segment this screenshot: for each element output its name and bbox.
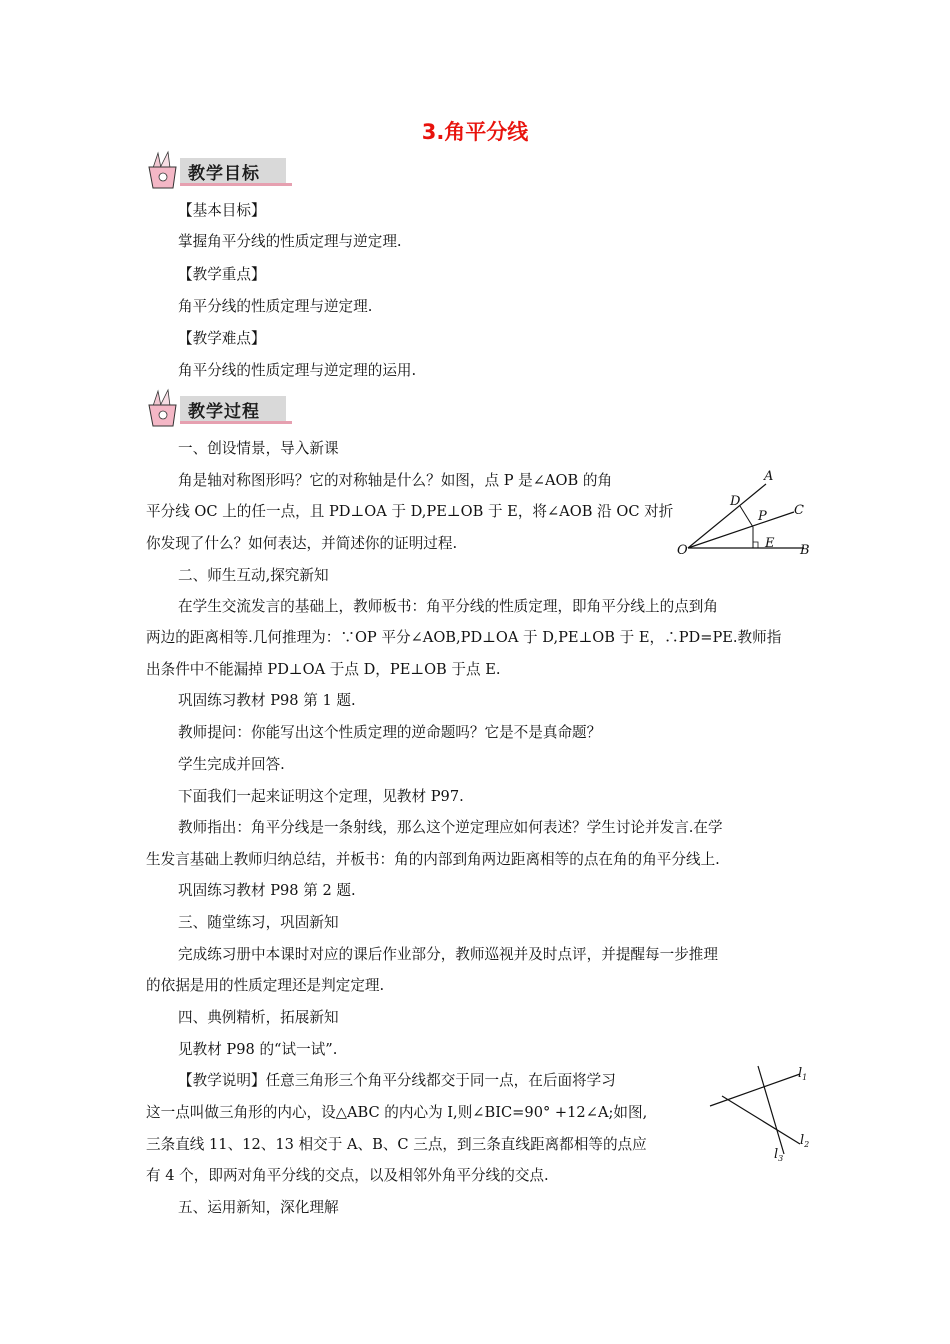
angle-bisector-figure <box>676 460 816 562</box>
paragraph: 的依据是用的性质定理还是判定定理. <box>146 977 385 994</box>
paragraph: 【教学重点】 <box>178 266 266 283</box>
paragraph: 【教学难点】 <box>178 330 266 347</box>
three-lines-figure <box>700 1062 820 1166</box>
paragraph: 有 4 个，即两对角平分线的交点，以及相邻外角平分线的交点. <box>146 1167 549 1184</box>
section-header-label: 教学目标 <box>188 164 260 184</box>
label-a: A <box>764 469 774 484</box>
paragraph: 角是轴对称图形吗？它的对称轴是什么？如图，点 P 是∠AOB 的角 <box>178 472 613 489</box>
paragraph: 学生完成并回答. <box>178 756 285 773</box>
line-l1 <box>710 1074 800 1106</box>
paragraph: 角平分线的性质定理与逆定理的运用. <box>178 362 417 379</box>
paragraph: 【基本目标】 <box>178 202 266 219</box>
label-e: E <box>765 536 775 551</box>
label-c: C <box>794 503 804 518</box>
paragraph: 生发言基础上教师归纳总结，并板书：角的内部到角两边距离相等的点在角的角平分线上. <box>146 851 720 868</box>
paragraph: 两边的距离相等.几何推理为：∵OP 平分∠AOB,PD⊥OA 于 D,PE⊥OB 于 E，∴PD=PE.教师指 <box>146 629 782 646</box>
section-header-goals <box>144 150 292 192</box>
paragraph: 【教学说明】任意三角形三个角平分线都交于同一点，在后面将学习 <box>178 1072 616 1089</box>
line-l2 <box>722 1096 800 1144</box>
paragraph: 四、典例精析，拓展新知 <box>178 1009 339 1026</box>
paragraph: 三条直线 11、12、13 相交于 A、B、C 三点，到三条直线距离都相等的点应 <box>146 1136 647 1153</box>
paragraph: 出条件中不能漏掉 PD⊥OA 于点 D，PE⊥OB 于点 E. <box>146 661 501 678</box>
paragraph: 巩固练习教材 P98 第 1 题. <box>178 692 356 709</box>
paragraph: 完成练习册中本课时对应的课后作业部分，教师巡视并及时点评，并提醒每一步推理 <box>178 946 718 963</box>
pencil-cup-icon <box>144 388 184 430</box>
segment-pd <box>740 506 753 527</box>
right-angle-mark <box>753 542 758 548</box>
paragraph: 见教材 P98 的“试一试”. <box>178 1041 338 1058</box>
page-title: 3.角平分线 <box>421 120 529 144</box>
paragraph: 五、运用新知，深化理解 <box>178 1199 339 1216</box>
paragraph: 这一点叫做三角形的内心，设△ABC 的内心为 I,则∠BIC=90° +12∠A;如图, <box>146 1104 648 1121</box>
paragraph: 掌握角平分线的性质定理与逆定理. <box>178 233 402 250</box>
paragraph: 巩固练习教材 P98 第 2 题. <box>178 882 356 899</box>
pencil-cup-icon <box>144 150 184 192</box>
paragraph: 角平分线的性质定理与逆定理. <box>178 298 373 315</box>
label-b: B <box>800 543 810 558</box>
label-l2: $l_2$ <box>800 1133 810 1149</box>
line-l3 <box>758 1066 784 1154</box>
paragraph: 三、随堂练习，巩固新知 <box>178 914 339 931</box>
label-o: O <box>677 543 688 558</box>
paragraph: 在学生交流发言的基础上，教师板书：角平分线的性质定理，即角平分线上的点到角 <box>178 598 718 615</box>
paragraph: 教师提问：你能写出这个性质定理的逆命题吗？它是不是真命题？ <box>178 724 602 741</box>
paragraph: 教师指出：角平分线是一条射线，那么这个逆定理应如何表述？学生讨论并发言.在学 <box>178 819 723 836</box>
paragraph: 二、师生互动,探究新知 <box>178 567 329 584</box>
paragraph: 你发现了什么？如何表达，并简述你的证明过程. <box>146 535 458 552</box>
section-header-label: 教学过程 <box>188 402 260 422</box>
label-d: D <box>730 494 741 509</box>
section-header-process <box>144 388 292 430</box>
label-l1: $l_1$ <box>798 1066 808 1082</box>
label-p: P <box>758 509 767 524</box>
paragraph: 平分线 OC 上的任一点，且 PD⊥OA 于 D,PE⊥OB 于 E，将∠AOB 沿 OC 对折 <box>146 503 674 520</box>
paragraph: 一、创设情景，导入新课 <box>178 440 339 457</box>
label-l3: $l_3$ <box>774 1147 784 1163</box>
paragraph: 下面我们一起来证明这个定理，见教材 P97. <box>178 788 464 805</box>
ray-oa <box>688 484 766 548</box>
ray-oc <box>688 512 794 548</box>
